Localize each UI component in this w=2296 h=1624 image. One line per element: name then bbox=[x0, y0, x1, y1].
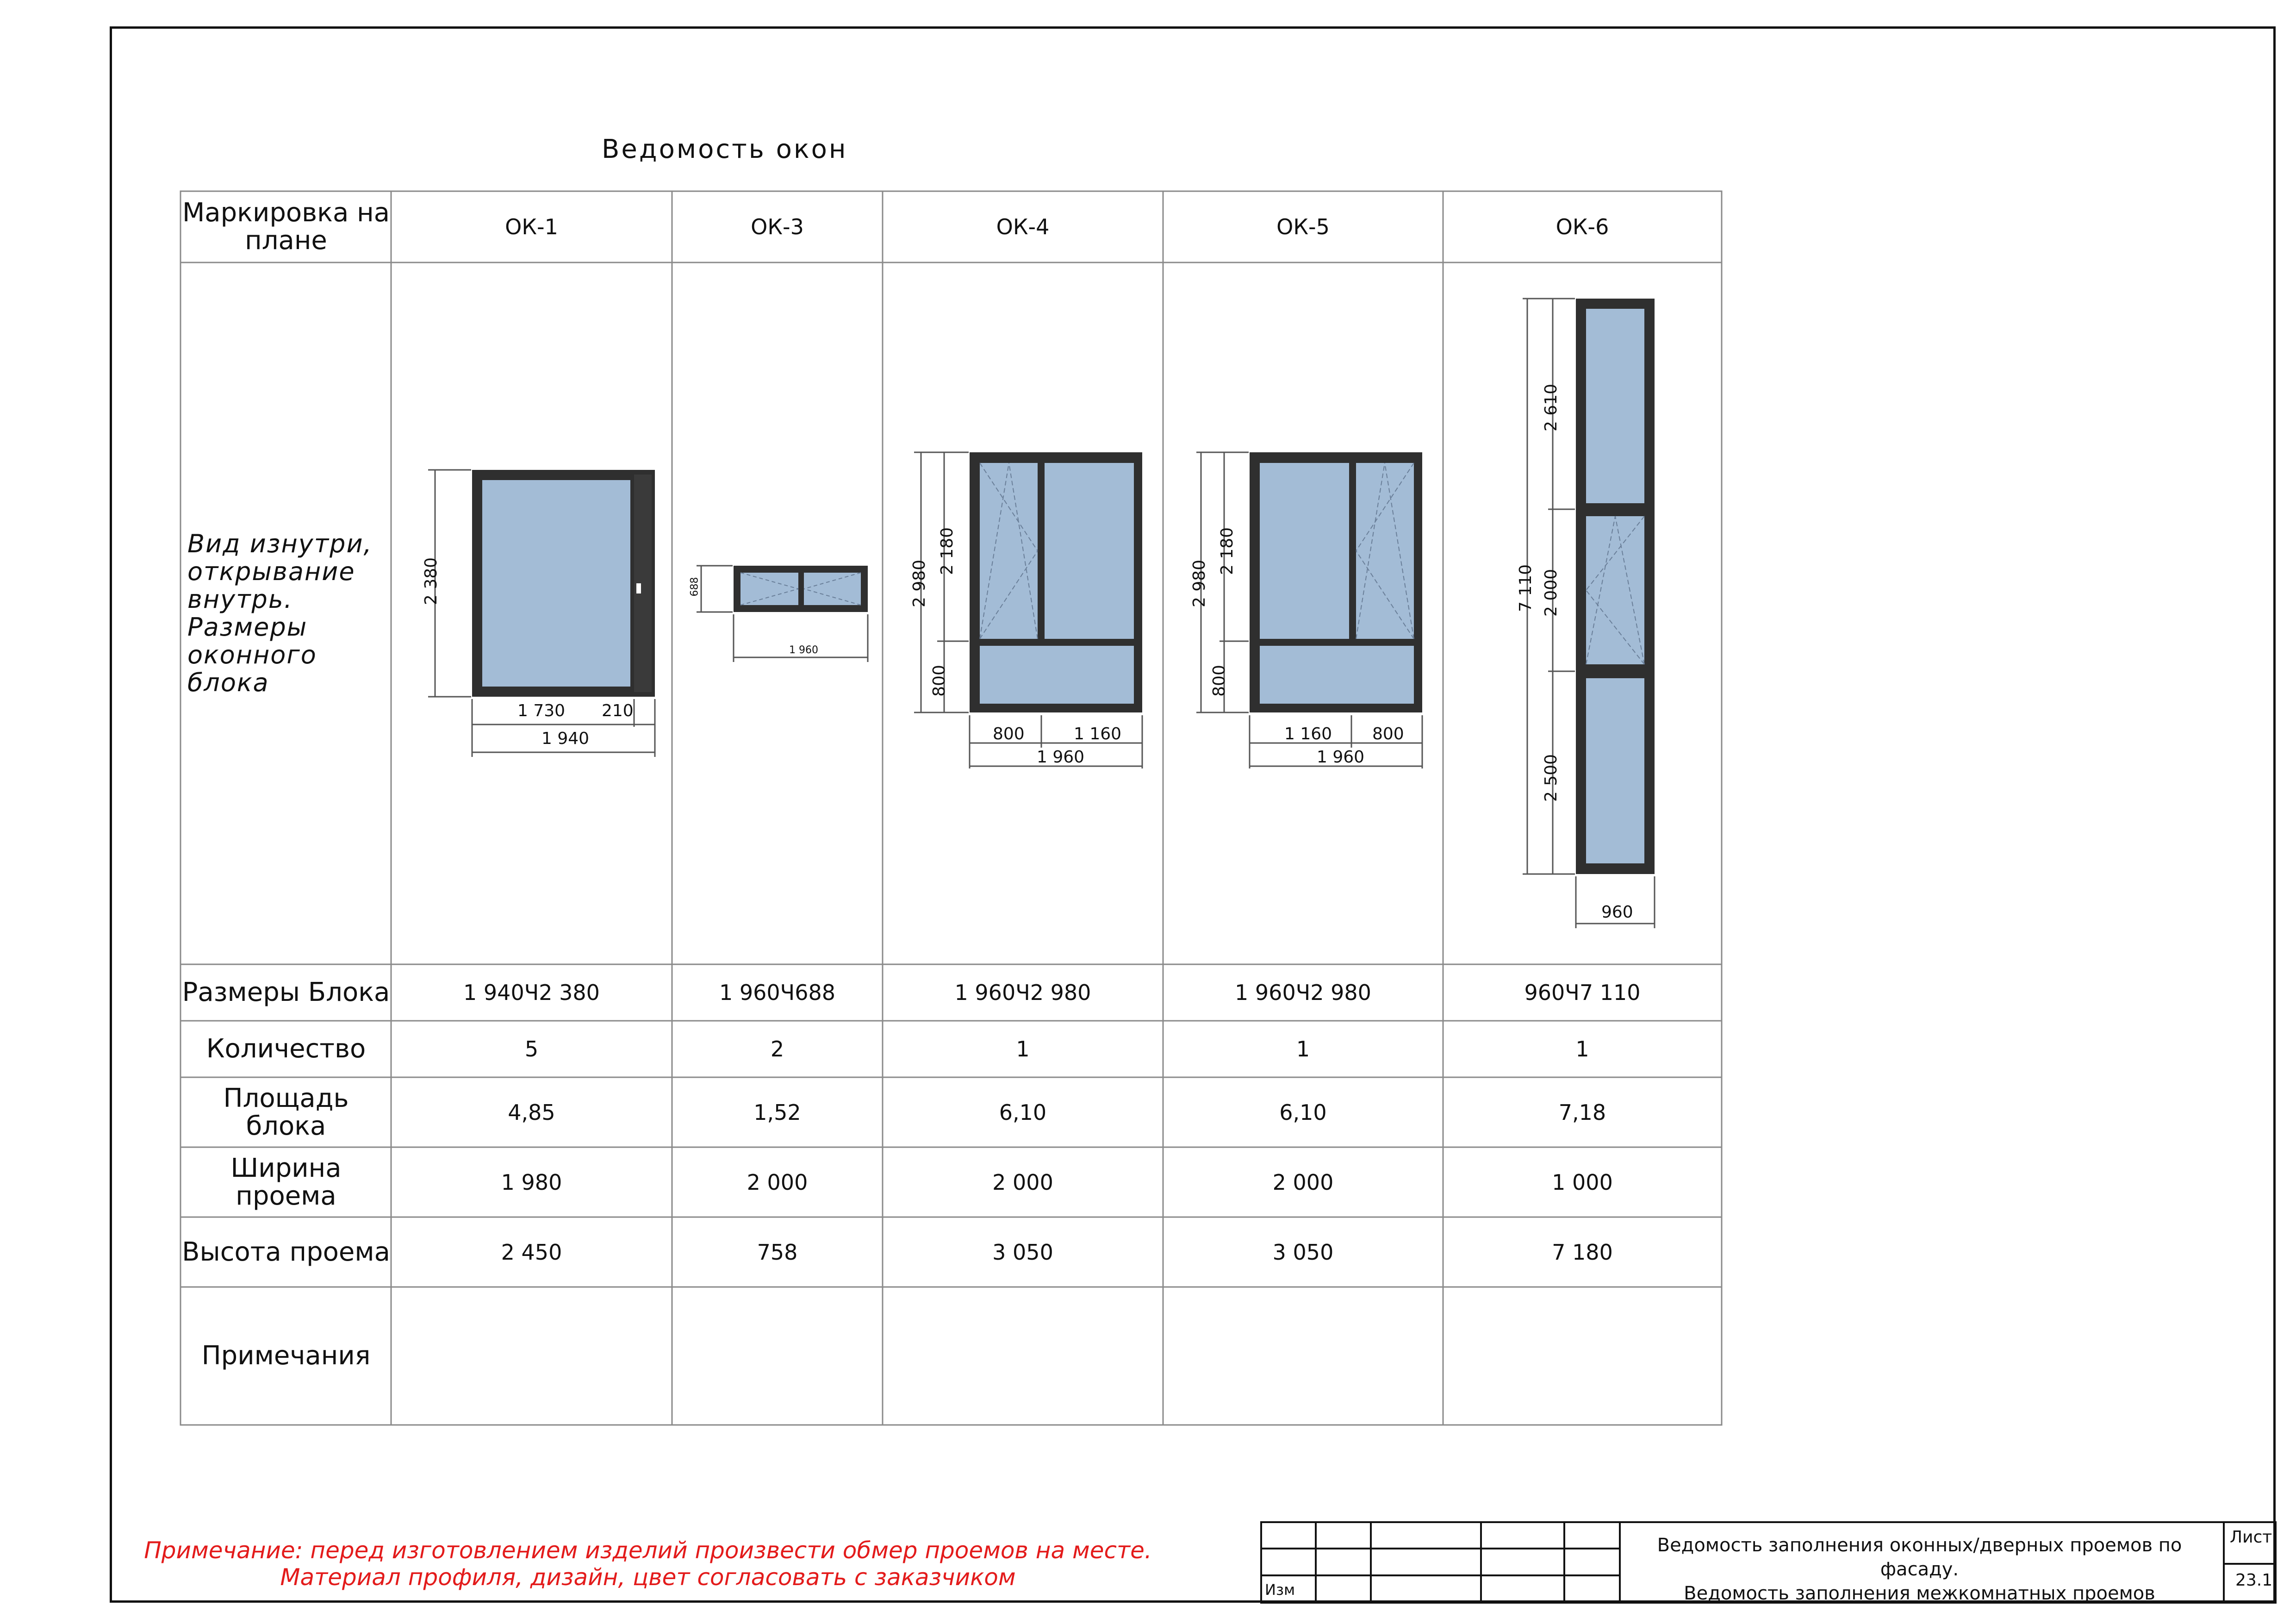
window-ok5-drawing bbox=[1196, 452, 1422, 768]
header-area: Площадь блока bbox=[223, 1083, 349, 1141]
ok4-quantity: 1 bbox=[1016, 1037, 1030, 1062]
stamp-title-line2: Ведомость заполнения межкомнатных проемов bbox=[1684, 1583, 2155, 1604]
ok1-opening-width: 1 980 bbox=[501, 1169, 562, 1195]
ok6-opening-width: 1 000 bbox=[1552, 1169, 1613, 1195]
stamp-title bbox=[1622, 1533, 2217, 1605]
ok4-opening-width: 2 000 bbox=[992, 1169, 1053, 1195]
ok3-dim-height: 688 bbox=[689, 577, 701, 597]
sheet-title: Ведомость окон bbox=[602, 134, 848, 164]
ok1-dim-total: 1 940 bbox=[541, 729, 590, 748]
ok4-dim-w2: 1 160 bbox=[1074, 725, 1122, 743]
ok5-quantity: 1 bbox=[1296, 1037, 1310, 1062]
ok4-dim-total: 1 960 bbox=[1037, 748, 1085, 767]
window-ok4-drawing bbox=[914, 452, 1142, 768]
ok6-area: 7,18 bbox=[1558, 1099, 1606, 1125]
ok3-block-size: 1 960Ч688 bbox=[719, 980, 836, 1005]
ok5-dim-lower: 800 bbox=[1209, 665, 1229, 697]
ok5-dim-w2: 800 bbox=[1372, 725, 1404, 743]
ok1-area: 4,85 bbox=[508, 1099, 555, 1125]
header-marking: Маркировка на плане bbox=[182, 198, 390, 256]
header-opening-width: Ширина проема bbox=[230, 1153, 342, 1211]
note-line-1: Примечание: перед изготовлением изделий произвести обмер проемов на месте. bbox=[144, 1537, 1152, 1564]
stamp-change-label: Изм bbox=[1265, 1581, 1295, 1599]
header-view: Вид изнутри, открывание внутрь. Размеры оконного блока bbox=[187, 529, 373, 697]
mark-ok5: ОК-5 bbox=[1276, 214, 1330, 239]
red-note bbox=[120, 1537, 1176, 1591]
header-notes: Примечания bbox=[201, 1341, 371, 1371]
ok4-dim-lower: 800 bbox=[929, 665, 949, 697]
ok6-quantity: 1 bbox=[1575, 1037, 1589, 1062]
ok4-block-size: 1 960Ч2 980 bbox=[954, 980, 1091, 1005]
ok4-dim-w1: 800 bbox=[993, 725, 1025, 743]
ok1-block-size: 1 940Ч2 380 bbox=[463, 980, 600, 1005]
stamp-title-line1: Ведомость заполнения оконных/дверных проемов по фасаду. bbox=[1657, 1535, 2182, 1580]
ok5-dim-total: 1 960 bbox=[1317, 748, 1365, 767]
ok1-opening-height: 2 450 bbox=[501, 1239, 562, 1265]
ok1-dim-w2: 210 bbox=[602, 701, 634, 720]
ok3-quantity: 2 bbox=[770, 1037, 784, 1062]
ok4-dim-upper: 2 180 bbox=[938, 527, 957, 575]
ok5-dim-upper: 2 180 bbox=[1218, 527, 1237, 575]
ok5-dim-w1: 1 160 bbox=[1284, 725, 1332, 743]
ok3-area: 1,52 bbox=[753, 1099, 801, 1125]
ok6-dim-top: 2 610 bbox=[1542, 383, 1561, 432]
ok5-opening-height: 3 050 bbox=[1272, 1239, 1334, 1265]
ok5-dim-height: 2 980 bbox=[1190, 559, 1209, 608]
ok1-dim-w1: 1 730 bbox=[517, 701, 566, 720]
note-line-2: Материал профиля, дизайн, цвет согласовать с заказчиком bbox=[280, 1564, 1016, 1591]
mark-ok4: ОК-4 bbox=[996, 214, 1050, 239]
ok5-block-size: 1 960Ч2 980 bbox=[1235, 980, 1371, 1005]
ok3-opening-height: 758 bbox=[757, 1239, 798, 1265]
ok3-opening-width: 2 000 bbox=[747, 1169, 808, 1195]
ok5-opening-width: 2 000 bbox=[1272, 1169, 1334, 1195]
ok6-block-size: 960Ч7 110 bbox=[1524, 980, 1641, 1005]
ok4-opening-height: 3 050 bbox=[992, 1239, 1053, 1265]
stamp-sheet-number: 23.1 bbox=[2235, 1571, 2273, 1590]
window-ok3-drawing bbox=[697, 566, 868, 662]
ok6-opening-height: 7 180 bbox=[1552, 1239, 1613, 1265]
ok6-dim-height: 7 110 bbox=[1516, 564, 1536, 612]
ok6-dim-mid: 2 000 bbox=[1542, 568, 1561, 617]
mark-ok3: ОК-3 bbox=[751, 214, 804, 239]
mark-ok6: ОК-6 bbox=[1556, 214, 1609, 239]
mark-ok1: ОК-1 bbox=[505, 214, 558, 239]
ok4-dim-height: 2 980 bbox=[910, 559, 929, 608]
ok4-area: 6,10 bbox=[999, 1099, 1047, 1125]
stamp-sheet-label: Лист bbox=[2230, 1528, 2272, 1547]
ok6-dim-bottom: 2 500 bbox=[1542, 754, 1561, 802]
ok1-dim-height: 2 380 bbox=[422, 557, 441, 606]
ok5-area: 6,10 bbox=[1279, 1099, 1327, 1125]
ok3-dim-total: 1 960 bbox=[789, 644, 818, 656]
ok6-dim-total: 960 bbox=[1601, 903, 1633, 922]
header-quantity: Количество bbox=[206, 1034, 366, 1064]
ok1-quantity: 5 bbox=[524, 1037, 539, 1062]
header-block-size: Размеры Блока bbox=[182, 977, 390, 1007]
header-opening-height: Высота проема bbox=[182, 1237, 390, 1267]
